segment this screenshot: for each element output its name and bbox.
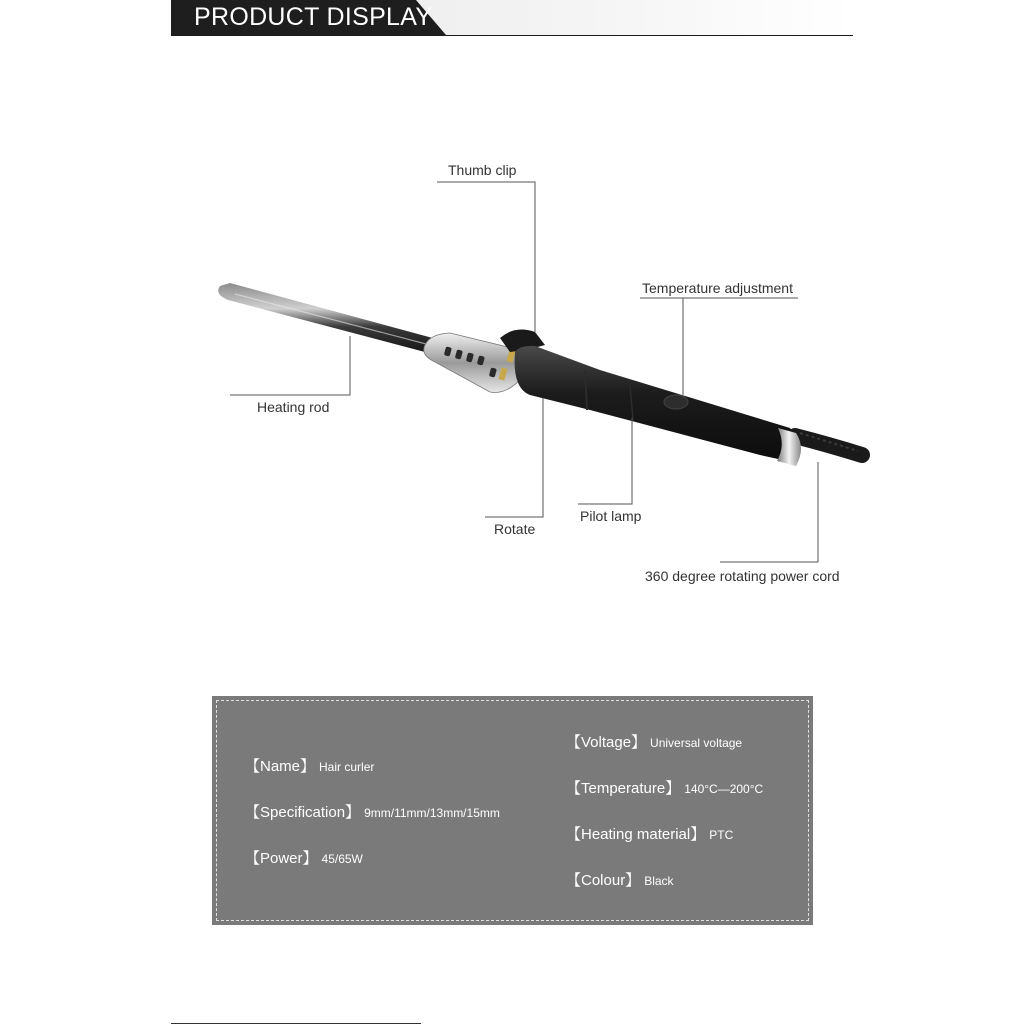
page-title: PRODUCT DISPLAY [194,3,433,31]
spec-colour [566,869,674,890]
spec-specification-key: 【Specification】 [245,804,361,821]
power-cord [795,436,862,455]
spec-specification [245,801,500,822]
power-cord-leader [720,462,818,562]
spec-heating-material [566,823,733,844]
heating-rod [218,283,440,356]
callout-temperature-adjustment: Temperature adjustment [642,280,793,296]
spec-voltage [566,731,742,752]
spec-temperature-value: 140°C—200°C [684,782,764,796]
spec-colour-key: 【Colour】 [566,872,641,889]
spec-name-value: Hair curler [319,760,375,774]
heating-rod-leader [230,336,350,395]
spec-name [245,755,374,776]
callout-rotate: Rotate [494,521,536,537]
pilot-lamp-leader [578,418,632,504]
spec-voltage-value: Universal voltage [650,736,743,750]
callout-power-cord: 360 degree rotating power cord [645,568,840,584]
callout-heating-rod: Heating rod [257,399,330,415]
spec-specification-value: 9mm/11mm/13mm/15mm [364,806,500,820]
handle-body [515,346,796,462]
spec-temperature-key: 【Temperature】 [566,780,681,797]
spec-power-key: 【Power】 [245,850,318,867]
callout-thumb-clip: Thumb clip [448,162,517,178]
temperature-leader [640,298,798,395]
spec-heating-material-value: PTC [709,828,734,842]
thumb-clip-leader [437,182,535,332]
callout-pilot-lamp: Pilot lamp [580,508,642,524]
spec-power [245,847,363,868]
spec-colour-value: Black [644,874,674,888]
rotate-leader [485,398,543,517]
spec-panel [212,696,813,925]
spec-power-value: 45/65W [321,852,363,866]
spec-voltage-key: 【Voltage】 [566,734,647,751]
spec-heating-material-key: 【Heating material】 [566,826,706,843]
spec-name-key: 【Name】 [245,758,316,775]
temperature-button [664,395,688,409]
spec-temperature [566,777,763,798]
